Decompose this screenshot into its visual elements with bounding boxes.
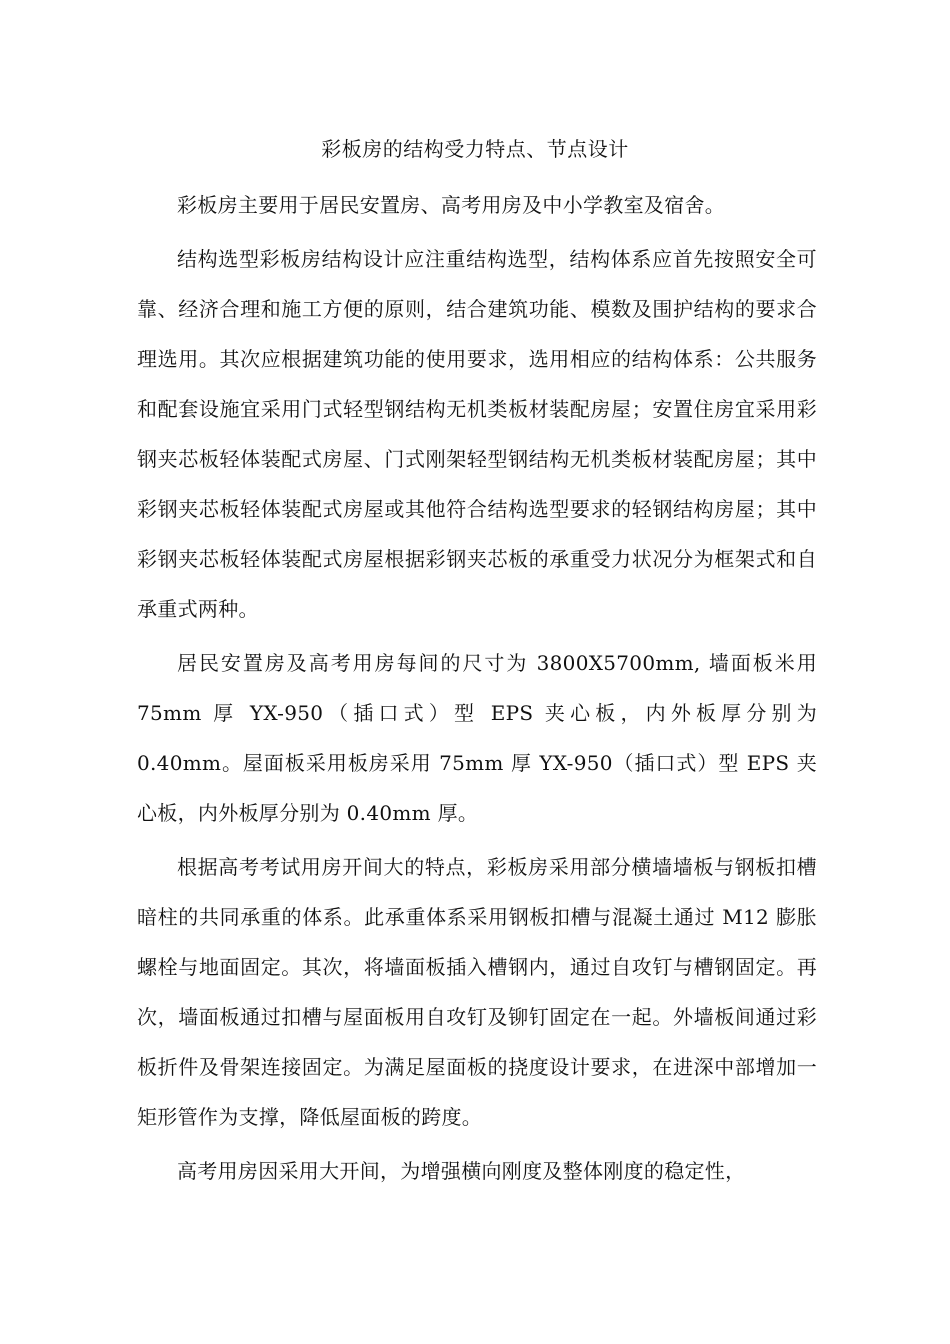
paragraph-structure-selection: 结构选型彩板房结构设计应注重结构选型，结构体系应首先按照安全可靠、经济合理和施工方便的原则，结合建筑功能、模数及围护结构的要求合理选用。其次应根据建筑功能的使用要求，选用相应的结构体系：公共服务和配套设施宜采用门式轻型钢结构无机类板材装配房屋；安置住房宜采用彩钢夹芯板轻体装配式房屋、门式刚架轻型钢结构无机类板材装配房屋；其中彩钢夹芯板轻体装配式房屋或其他符合结构选型要求的轻钢结构房屋；其中彩钢夹芯板轻体装配式房屋根据彩钢夹芯板的承重受力状况分为框架式和自承重式两种。 xyxy=(137,247,817,621)
paragraph-stiffness: 高考用房因采用大开间，为增强横向刚度及整体刚度的稳定性， xyxy=(177,1159,746,1183)
paragraph-intro: 彩板房主要用于居民安置房、高考用房及中小学教室及宿舍。 xyxy=(177,193,726,217)
document-body xyxy=(137,180,817,1200)
paragraph-dimensions: 居民安置房及高考用房每间的尺寸为 3800X5700mm, 墙面板米用 75mm 厚 YX-950（插口式）型 EPS 夹心板，内外板厚分别为 0.40mm。屋面板采用板房采用 75mm 厚 YX-950（插口式）型 EPS 夹心板，内外板厚分别为 0.40mm 厚。 xyxy=(137,651,817,825)
document-title: 彩板房的结构受力特点、节点设计 xyxy=(321,137,629,161)
paragraph-load-system: 根据高考考试用房开间大的特点，彩板房采用部分横墙墙板与钢板扣槽暗柱的共同承重的体系。此承重体系采用钢板扣槽与混凝土通过 M12 膨胀螺栓与地面固定。其次，将墙面板插入槽钢内，通过自攻钉与槽钢固定。再次，墙面板通过扣槽与屋面板用自攻钉及铆钉固定在一起。外墙板间通过彩板折件及骨架连接固定。为满足屋面板的挠度设计要求，在进深中部增加一矩形管作为支撑，降低屋面板的跨度。 xyxy=(137,855,817,1129)
